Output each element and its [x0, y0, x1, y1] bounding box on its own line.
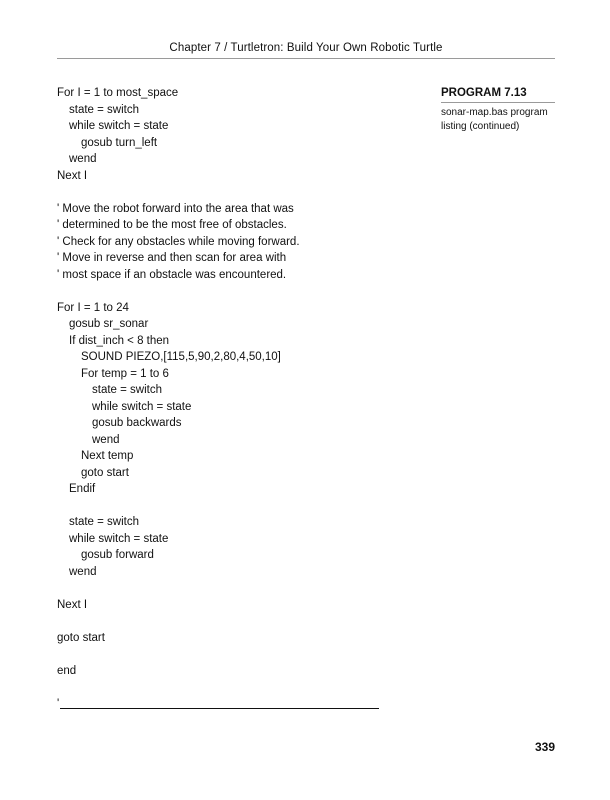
code-line: Endif	[69, 483, 96, 495]
code-line: state = switch	[92, 384, 162, 396]
running-header: Chapter 7 / Turtletron: Build Your Own Robotic Turtle	[169, 42, 443, 54]
page-number: 339	[534, 740, 555, 754]
comment-line: ' Check for any obstacles while moving forward.	[57, 235, 300, 248]
blank-line	[57, 679, 427, 696]
header-divider	[57, 58, 555, 59]
program-caption-line: listing (continued)	[441, 121, 520, 132]
comment-line: ' Move the robot forward into the area that was	[57, 202, 294, 215]
code-line: while switch = state	[92, 400, 192, 413]
code-line: Next I	[57, 598, 88, 611]
program-label: PROGRAM 7.13	[441, 87, 527, 99]
code-line: For I = 1 to 24	[57, 301, 129, 314]
code-line: gosub backwards	[92, 417, 182, 429]
comment-line: ' determined to be the most free of obstacles.	[57, 219, 287, 231]
code-line: SOUND PIEZO,[115,5,90,2,80,4,50,10]	[81, 351, 281, 363]
code-line: For I = 1 to most_space	[57, 87, 179, 99]
code-line: gosub sr_sonar	[69, 318, 149, 330]
code-listing	[57, 85, 427, 712]
blank-line	[57, 613, 427, 630]
code-line: state = switch	[69, 103, 139, 116]
program-sidebar	[441, 85, 555, 134]
code-line: wend	[69, 153, 97, 165]
code-line: For temp = 1 to 6	[81, 367, 169, 380]
comment-quote: '	[57, 697, 60, 710]
code-line: while switch = state	[69, 120, 169, 132]
program-caption-line: sonar-map.bas program	[441, 107, 548, 118]
code-line: Next I	[57, 169, 88, 182]
code-line: state = switch	[69, 516, 139, 528]
comment-line: ' Move in reverse and then scan for area with	[57, 252, 287, 264]
blank-line	[57, 283, 427, 300]
comment-line: ' most space if an obstacle was encountered.	[57, 268, 287, 281]
blank-line	[57, 580, 427, 597]
code-line: wend	[92, 433, 120, 446]
blank-line	[57, 498, 427, 515]
comment-separator	[57, 696, 427, 713]
code-line: goto start	[57, 631, 105, 644]
separator-underline	[60, 708, 379, 709]
code-line: Next temp	[81, 450, 134, 462]
code-line: goto start	[81, 466, 129, 479]
code-line: wend	[69, 565, 97, 578]
code-line: gosub turn_left	[81, 136, 158, 149]
sidebar-divider	[441, 102, 555, 103]
code-line: If dist_inch < 8 then	[69, 334, 170, 347]
blank-line	[57, 184, 427, 201]
blank-line	[57, 646, 427, 663]
code-line: gosub forward	[81, 549, 154, 561]
code-line: while switch = state	[69, 532, 169, 545]
code-line: end	[57, 664, 77, 677]
